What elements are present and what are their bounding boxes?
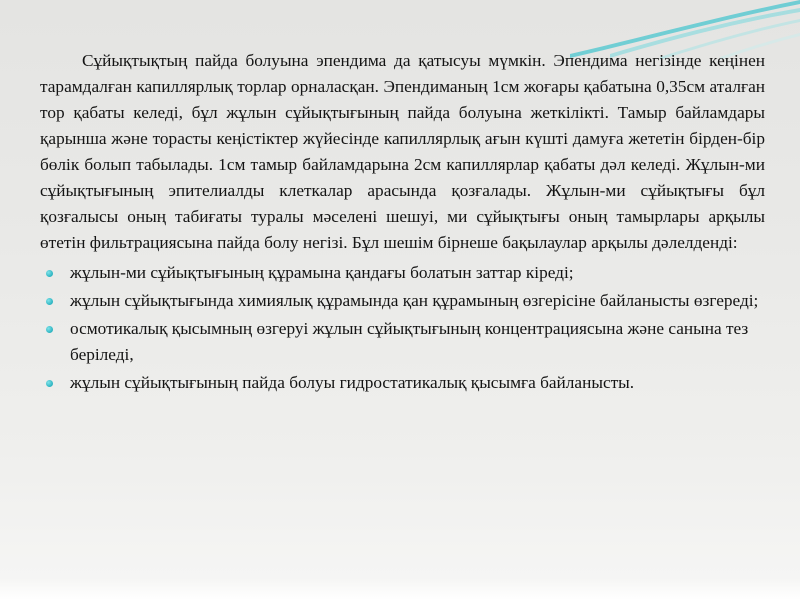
list-item <box>40 316 765 368</box>
bullet-text: жұлын сұйықтығында химиялық құрамында қан құрамының өзгерісіне байланысты өзгереді; <box>70 291 759 310</box>
bullet-text: осмотикалық қысымның өзгеруі жұлын сұйықтығының концентрациясына және санына тез беріледі, <box>70 319 749 364</box>
bullet-text: жұлын сұйықтығының пайда болуы гидростатикалық қысымға байланысты. <box>70 373 635 392</box>
bullet-dot-icon <box>46 380 53 387</box>
bullet-dot-icon <box>46 326 53 333</box>
list-item <box>40 370 765 396</box>
bullet-list <box>40 260 765 396</box>
bullet-dot-icon <box>46 270 53 277</box>
body-paragraph: Сұйықтықтың пайда болуына эпендима да қатысуы мүмкін. Эпендима негізінде кеңінен тарамдалған капиллярлық торлар орналасқан. Эпендиманың 1см жоғары қабатына 0,35см аталған тор қабаты келеді, бұл жұлын сұйықтығының пайда болуына жеткілікті. Тамыр байламдары қарынша және торасты кеңістіктер жүйесінде капиллярлық ағын күшті дамуға жететін бірден-бір бөлік болып табылады. 1см тамыр байламдарына 2см капиллярлар қабаты дәл келеді. Жұлын-ми сұйықтығының эпителиалды клеткалар арасында қозғалады. Жұлын-ми сұйықтығы бұл қозғалысы оның табиғаты туралы мәселені шешуі, ми сұйықтығы оның тамырлары арқылы өтетін фильтрациясына пайда болу негізі. Бұл шешім бірнеше бақылаулар арқылы дәлелденді: <box>40 51 765 252</box>
list-item <box>40 260 765 286</box>
bullet-dot-icon <box>46 298 53 305</box>
bullet-text: жұлын-ми сұйықтығының құрамына қандағы болатын заттар кіреді; <box>70 263 574 282</box>
slide-content <box>40 48 765 398</box>
list-item <box>40 288 765 314</box>
bottom-fade <box>0 578 800 600</box>
